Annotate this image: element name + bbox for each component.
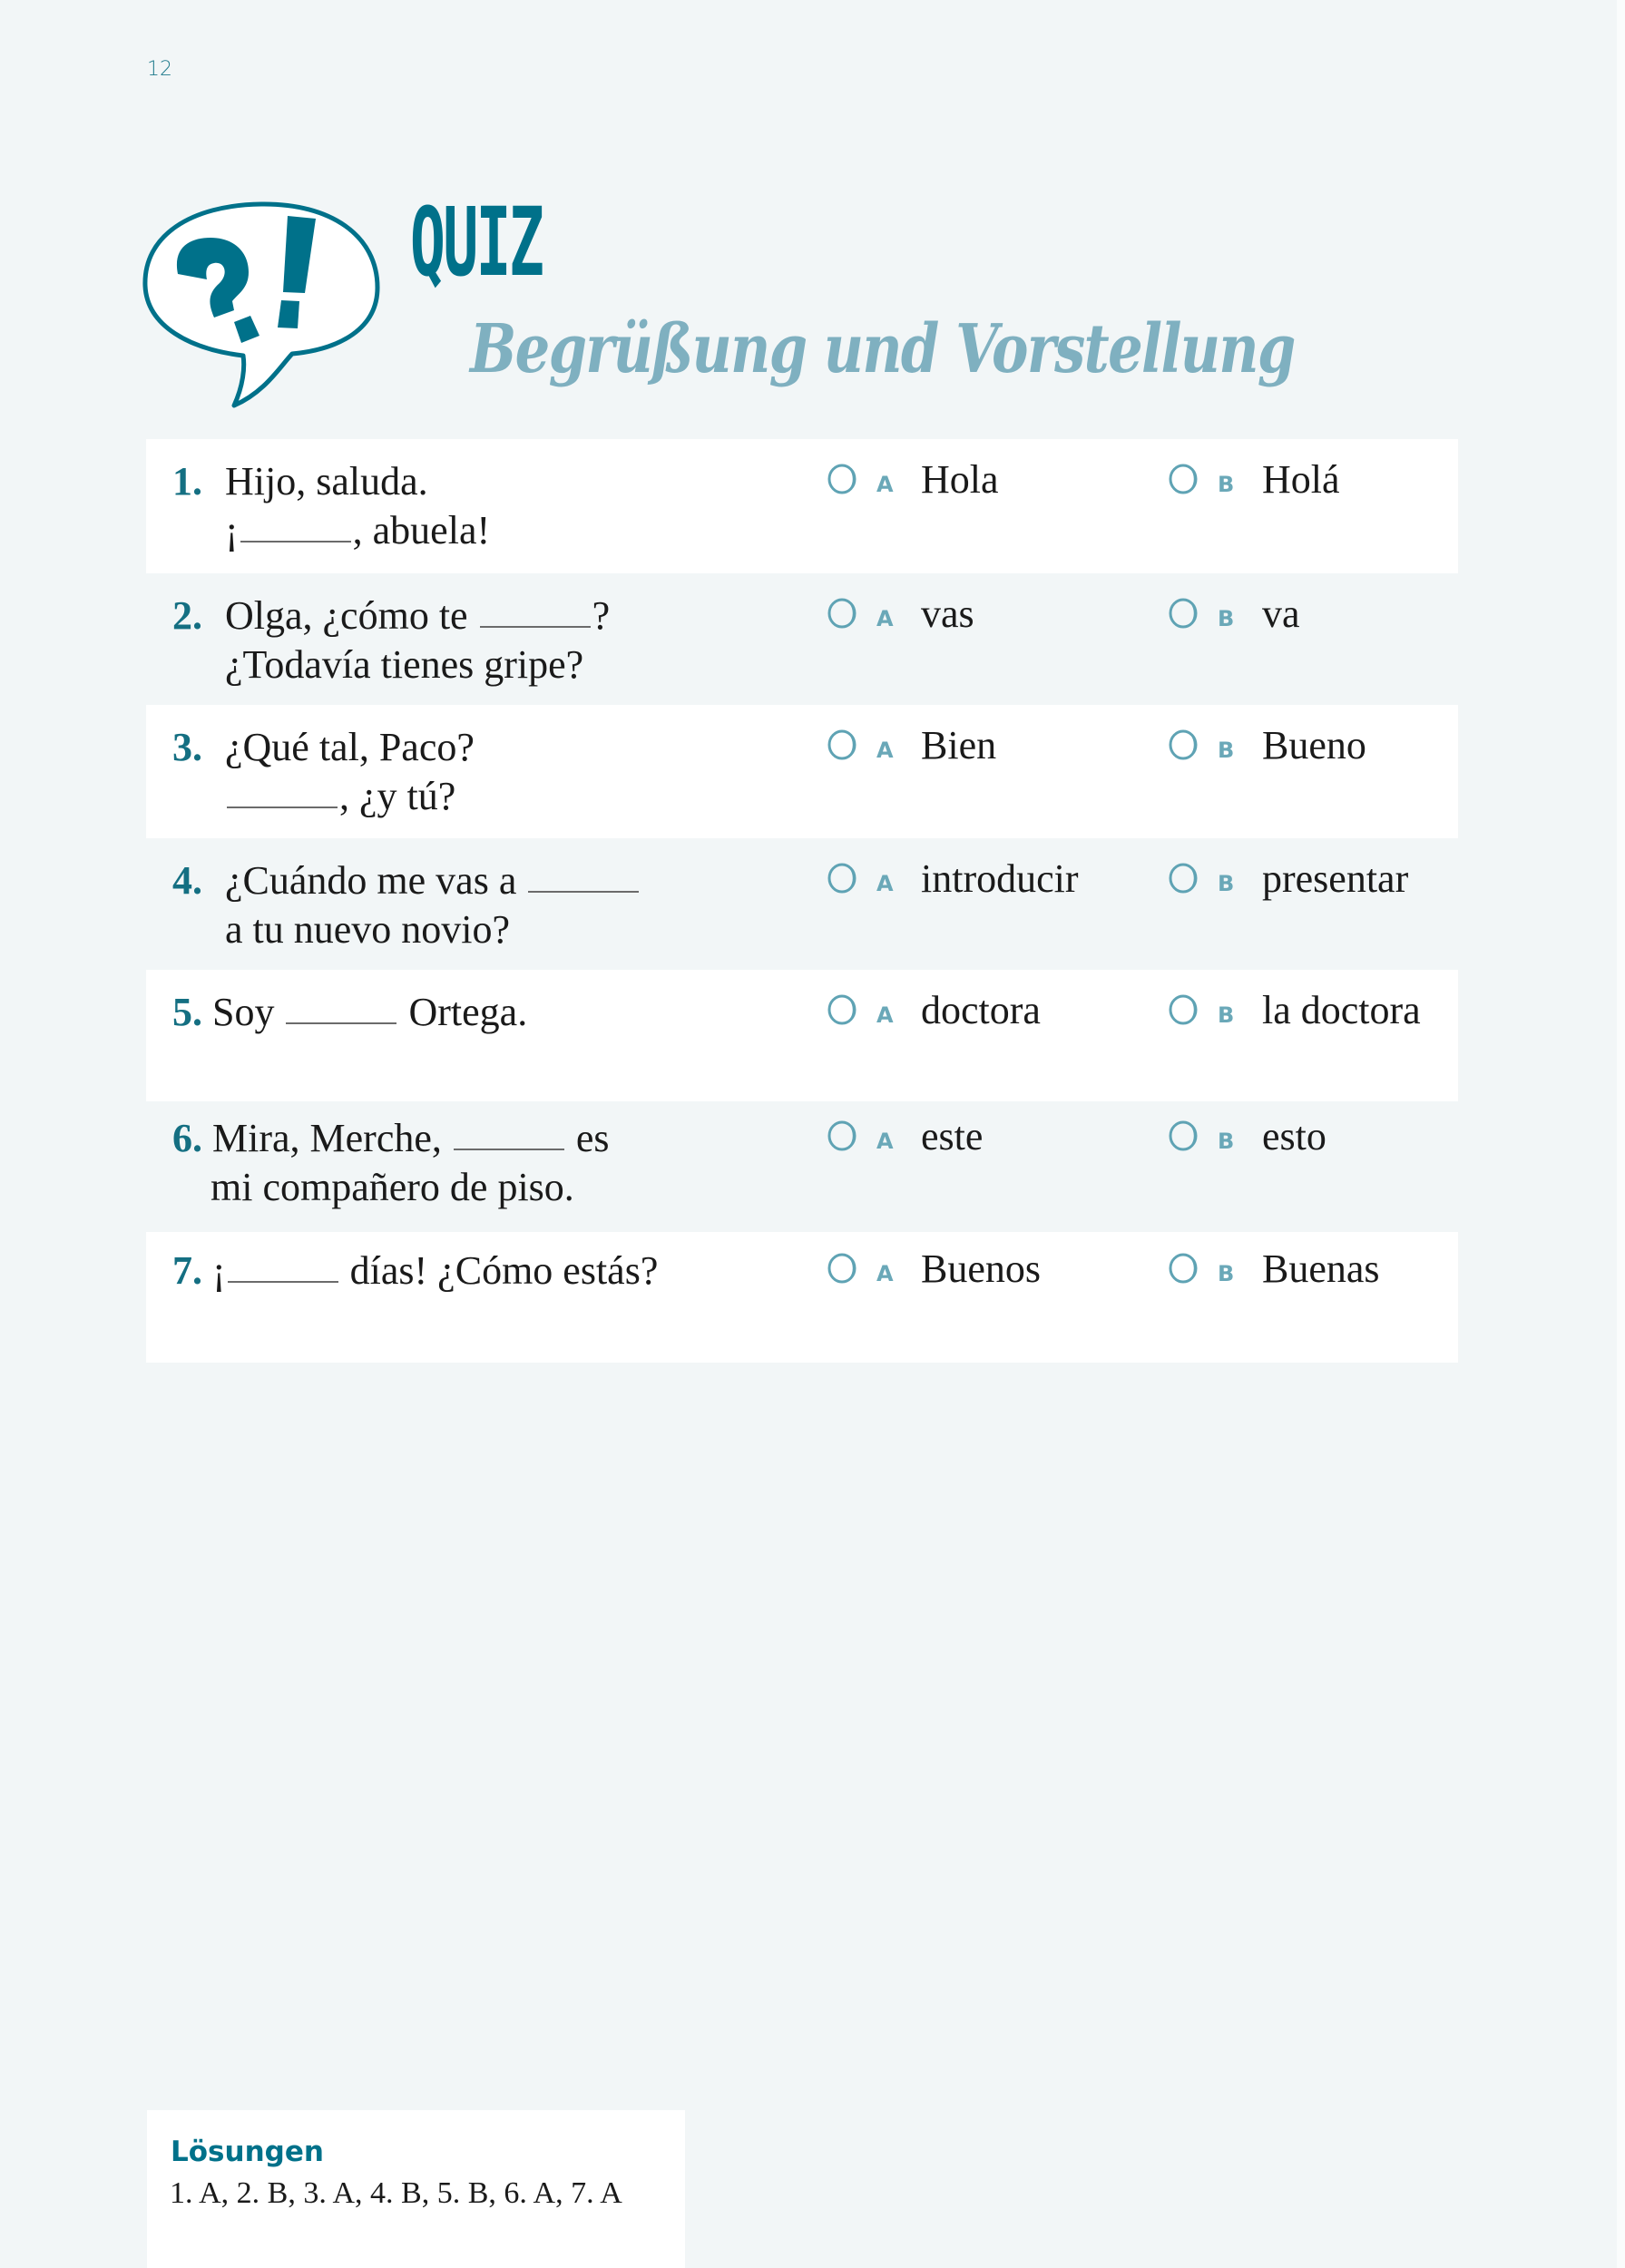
question-row-3 xyxy=(146,705,1458,838)
question-line: días! ¿Cómo estás? xyxy=(339,1248,659,1293)
question-line: Soy xyxy=(212,990,285,1034)
option-letter: A xyxy=(876,1002,894,1028)
question-text xyxy=(172,1114,610,1212)
option-letter: B xyxy=(1218,606,1235,631)
radio-circle-icon[interactable] xyxy=(1168,728,1200,761)
option-letter: B xyxy=(1218,1129,1235,1154)
question-text xyxy=(172,856,641,954)
question-line: mi compañero de piso. xyxy=(210,1165,574,1209)
page-number: 12 xyxy=(147,58,172,81)
option-text: la doctora xyxy=(1262,988,1421,1032)
question-number: 3. xyxy=(172,725,202,769)
option-text: Buenas xyxy=(1262,1246,1380,1291)
option-letter: A xyxy=(876,606,894,631)
question-number: 7. xyxy=(172,1248,202,1293)
answer-blank xyxy=(240,541,351,543)
question-line: ¿Cuándo me vas a xyxy=(225,858,527,903)
question-line: Olga, ¿cómo te xyxy=(225,593,478,638)
radio-circle-icon[interactable] xyxy=(1168,862,1200,894)
option-text: este xyxy=(921,1114,984,1158)
answer-blank xyxy=(454,1149,564,1150)
question-row-5 xyxy=(146,970,1458,1101)
question-number: 2. xyxy=(172,593,202,638)
radio-circle-icon[interactable] xyxy=(827,862,859,894)
option-text: Hola xyxy=(921,457,999,502)
question-line: Ortega. xyxy=(398,990,528,1034)
answer-blank xyxy=(528,891,639,893)
page-edge xyxy=(1617,0,1625,2268)
question-line: Mira, Merche, xyxy=(212,1116,452,1160)
radio-circle-icon[interactable] xyxy=(1168,993,1200,1026)
question-text xyxy=(172,457,490,555)
option-text: Bien xyxy=(921,723,997,767)
radio-circle-icon[interactable] xyxy=(827,728,859,761)
radio-circle-icon[interactable] xyxy=(827,597,859,630)
option-text: va xyxy=(1262,591,1300,636)
quiz-subtitle: Begrüßung und Vorstellung xyxy=(470,310,1295,388)
radio-circle-icon[interactable] xyxy=(1168,597,1200,630)
option-letter: A xyxy=(876,1261,894,1286)
radio-circle-icon[interactable] xyxy=(1168,1252,1200,1285)
option-letter: B xyxy=(1218,871,1235,896)
option-text: Bueno xyxy=(1262,723,1366,767)
question-line: ? xyxy=(592,593,611,638)
option-letter: A xyxy=(876,871,894,896)
option-text: vas xyxy=(921,591,974,636)
option-letter: B xyxy=(1218,1002,1235,1028)
question-line: ¿Qué tal, Paco? xyxy=(225,725,475,769)
option-text: presentar xyxy=(1262,856,1409,901)
option-letter: B xyxy=(1218,1261,1235,1286)
quiz-title: QUIZ xyxy=(410,187,543,298)
radio-circle-icon[interactable] xyxy=(1168,463,1200,495)
question-row-6 xyxy=(146,1101,1458,1232)
radio-circle-icon[interactable] xyxy=(1168,1119,1200,1152)
question-row-1 xyxy=(146,439,1458,573)
option-text: Holá xyxy=(1262,457,1340,502)
question-text xyxy=(172,988,527,1037)
speech-bubble-question-exclamation-icon xyxy=(136,181,390,417)
answer-blank xyxy=(227,807,338,808)
solutions-title: Lösungen xyxy=(171,2136,324,2168)
radio-circle-icon[interactable] xyxy=(827,463,859,495)
radio-circle-icon[interactable] xyxy=(827,1119,859,1152)
option-letter: B xyxy=(1218,738,1235,763)
question-number: 4. xyxy=(172,858,202,903)
option-text: esto xyxy=(1262,1114,1326,1158)
solutions-box xyxy=(147,2110,685,2268)
question-row-2 xyxy=(146,573,1458,705)
option-letter: A xyxy=(876,1129,894,1154)
question-line: es xyxy=(565,1116,610,1160)
option-text: introducir xyxy=(921,856,1079,901)
answer-blank xyxy=(286,1022,396,1024)
question-text xyxy=(172,591,610,689)
radio-circle-icon[interactable] xyxy=(827,993,859,1026)
question-line: ¿Todavía tienes gripe? xyxy=(225,642,584,687)
option-letter: A xyxy=(876,738,894,763)
question-line: Hijo, saluda. xyxy=(225,459,428,503)
question-row-4 xyxy=(146,838,1458,970)
option-letter: A xyxy=(876,472,894,497)
question-line: a tu nuevo novio? xyxy=(225,907,511,952)
option-text: doctora xyxy=(921,988,1041,1032)
question-line: , ¿y tú? xyxy=(339,774,456,818)
radio-circle-icon[interactable] xyxy=(827,1252,859,1285)
question-number: 5. xyxy=(172,990,202,1034)
question-line: ¡ xyxy=(225,508,239,552)
option-letter: B xyxy=(1218,472,1235,497)
question-line: ¡ xyxy=(212,1248,226,1293)
answer-blank xyxy=(480,626,591,628)
question-number: 6. xyxy=(172,1116,202,1160)
answer-blank xyxy=(228,1281,338,1283)
question-number: 1. xyxy=(172,459,202,503)
quiz-table xyxy=(146,439,1458,1363)
option-text: Buenos xyxy=(921,1246,1041,1291)
solutions-text: 1. A, 2. B, 3. A, 4. B, 5. B, 6. A, 7. A xyxy=(170,2176,622,2210)
question-row-7 xyxy=(146,1232,1458,1363)
question-line: , abuela! xyxy=(352,508,491,552)
question-text xyxy=(172,1246,658,1295)
question-text xyxy=(172,723,475,821)
